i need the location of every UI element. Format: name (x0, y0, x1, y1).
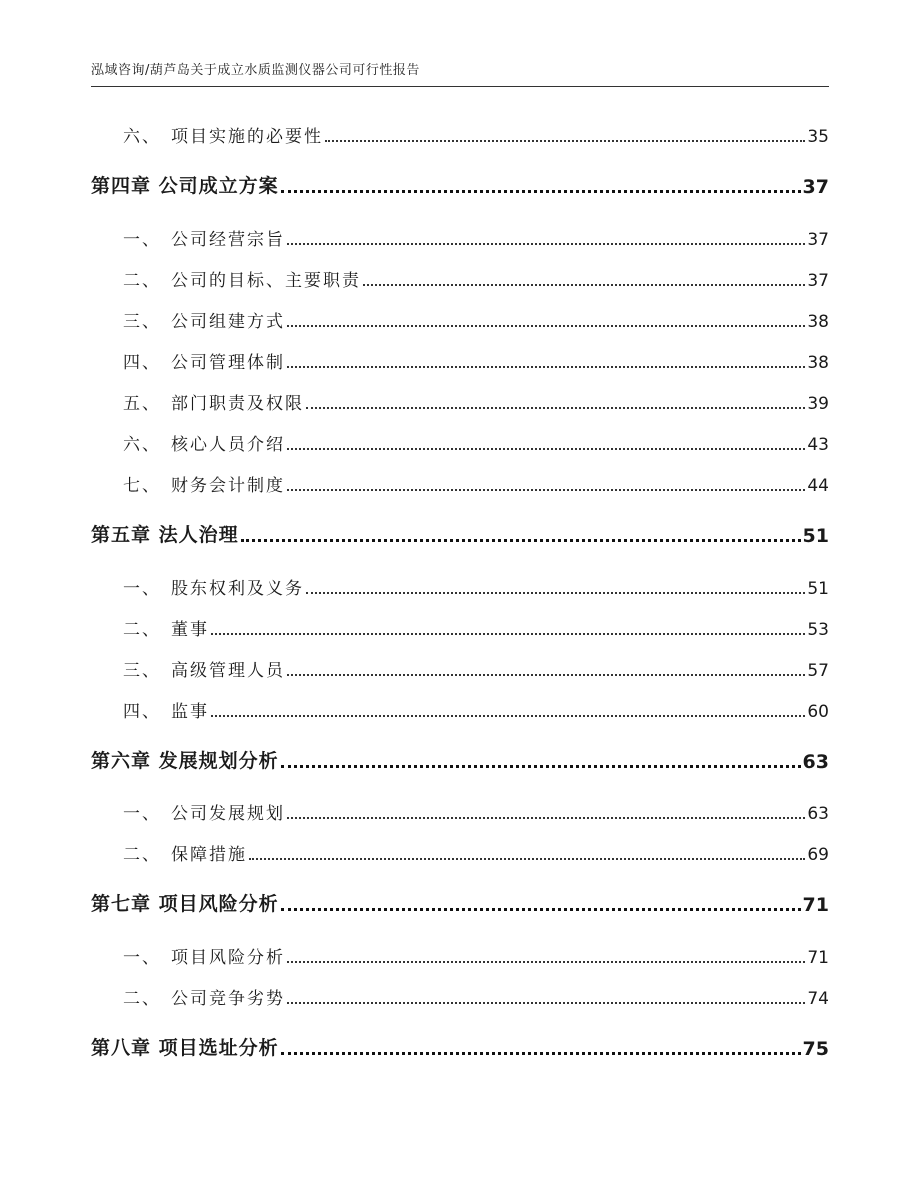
toc-dot-leader (363, 284, 805, 286)
toc-section-entry[interactable] (91, 614, 829, 640)
toc-page-number: 63 (807, 804, 829, 824)
toc-page-number: 37 (802, 176, 829, 198)
toc-dot-leader (281, 190, 801, 193)
toc-dot-leader (287, 961, 805, 963)
toc-page-number: 43 (807, 435, 829, 455)
toc-entry-title: 董事 (171, 620, 209, 640)
toc-dot-leader (287, 674, 805, 676)
toc-page-number: 51 (807, 579, 829, 599)
toc-page-number: 37 (807, 230, 829, 250)
toc-entry-title: 第六章 发展规划分析 (91, 750, 279, 772)
toc-chapter-entry[interactable] (91, 747, 829, 773)
toc-entry-title: 第七章 项目风险分析 (91, 893, 279, 915)
toc-section-entry[interactable] (91, 306, 829, 332)
toc-section-entry[interactable] (91, 429, 829, 455)
toc-chapter-entry[interactable] (91, 172, 829, 198)
toc-chapter-entry[interactable] (91, 521, 829, 547)
toc-section-entry[interactable] (91, 347, 829, 373)
toc-chapter-entry[interactable] (91, 1034, 829, 1060)
toc-dot-leader (287, 325, 805, 327)
toc-dot-leader (211, 633, 805, 635)
toc-dot-leader (287, 489, 805, 491)
toc-section-entry[interactable] (91, 388, 829, 414)
toc-section-entry[interactable] (91, 470, 829, 496)
toc-entry-number: 二、 (123, 620, 161, 640)
toc-dot-leader (325, 140, 805, 142)
toc-entry-title: 公司的目标、主要职责 (171, 271, 361, 291)
toc-section-entry[interactable] (91, 983, 829, 1009)
toc-entry-number: 一、 (123, 230, 161, 250)
toc-entry-title: 财务会计制度 (171, 476, 285, 496)
toc-entry-title: 保障措施 (171, 845, 247, 865)
toc-entry-number: 二、 (123, 845, 161, 865)
toc-entry-title: 公司经营宗旨 (171, 230, 285, 250)
toc-page-number: 38 (807, 353, 829, 373)
toc-page-number: 63 (802, 751, 829, 773)
toc-dot-leader (287, 1002, 805, 1004)
toc-chapter-entry[interactable] (91, 890, 829, 916)
toc-entry-title: 监事 (171, 702, 209, 722)
toc-dot-leader (287, 448, 805, 450)
toc-entry-title: 高级管理人员 (171, 661, 285, 681)
toc-dot-leader (306, 592, 805, 594)
toc-entry-title: 核心人员介绍 (171, 435, 285, 455)
toc-entry-title: 部门职责及权限 (171, 394, 304, 414)
toc-section-entry[interactable] (91, 573, 829, 599)
page-header: 泓域咨询/葫芦岛关于成立水质监测仪器公司可行性报告 (91, 63, 420, 78)
toc-section-entry[interactable] (91, 839, 829, 865)
toc-page-number: 71 (802, 894, 829, 916)
toc-page-number: 53 (807, 620, 829, 640)
toc-dot-leader (211, 715, 805, 717)
toc-entry-title: 第四章 公司成立方案 (91, 175, 279, 197)
toc-page-number: 74 (807, 989, 829, 1009)
toc-entry-number: 三、 (123, 312, 161, 332)
toc-entry-title: 公司发展规划 (171, 804, 285, 824)
toc-entry-number: 一、 (123, 804, 161, 824)
toc-page-number: 60 (807, 702, 829, 722)
toc-entry-number: 五、 (123, 394, 161, 414)
toc-section-entry[interactable] (91, 942, 829, 968)
toc-entry-title: 公司竞争劣势 (171, 989, 285, 1009)
toc-entry-number: 二、 (123, 989, 161, 1009)
toc-entry-number: 四、 (123, 353, 161, 373)
toc-entry-title: 第八章 项目选址分析 (91, 1037, 279, 1059)
toc-page-number: 69 (807, 845, 829, 865)
toc-dot-leader (281, 908, 801, 911)
toc-entry-number: 六、 (123, 435, 161, 455)
toc-dot-leader (287, 366, 805, 368)
toc-section-entry[interactable] (91, 224, 829, 250)
toc-section-entry[interactable] (91, 798, 829, 824)
toc-page-number: 71 (807, 948, 829, 968)
toc-section-entry[interactable] (91, 121, 829, 147)
toc-dot-leader (249, 858, 805, 860)
toc-page-number: 35 (807, 127, 829, 147)
toc-entry-number: 七、 (123, 476, 161, 496)
toc-entry-title: 公司组建方式 (171, 312, 285, 332)
toc-page-number: 44 (807, 476, 829, 496)
toc-entry-number: 三、 (123, 661, 161, 681)
toc-section-entry[interactable] (91, 655, 829, 681)
toc-entry-number: 一、 (123, 948, 161, 968)
toc-page-number: 75 (802, 1038, 829, 1060)
toc-entry-number: 二、 (123, 271, 161, 291)
toc-page-number: 51 (802, 525, 829, 547)
toc-page-number: 37 (807, 271, 829, 291)
toc-dot-leader (281, 1052, 801, 1055)
toc-page-number: 38 (807, 312, 829, 332)
toc-page-number: 57 (807, 661, 829, 681)
toc-entry-title: 项目实施的必要性 (171, 127, 323, 147)
toc-page-number: 39 (807, 394, 829, 414)
toc-entry-title: 公司管理体制 (171, 353, 285, 373)
toc-entry-number: 一、 (123, 579, 161, 599)
toc-entry-title: 第五章 法人治理 (91, 524, 239, 546)
toc-section-entry[interactable] (91, 696, 829, 722)
toc-entry-number: 四、 (123, 702, 161, 722)
toc-entry-title: 项目风险分析 (171, 948, 285, 968)
toc-dot-leader (281, 765, 801, 768)
toc-dot-leader (306, 407, 805, 409)
toc-dot-leader (287, 817, 805, 819)
toc-dot-leader (241, 539, 801, 542)
toc-entry-title: 股东权利及义务 (171, 579, 304, 599)
toc-entry-number: 六、 (123, 127, 161, 147)
toc-section-entry[interactable] (91, 265, 829, 291)
toc-dot-leader (287, 243, 805, 245)
